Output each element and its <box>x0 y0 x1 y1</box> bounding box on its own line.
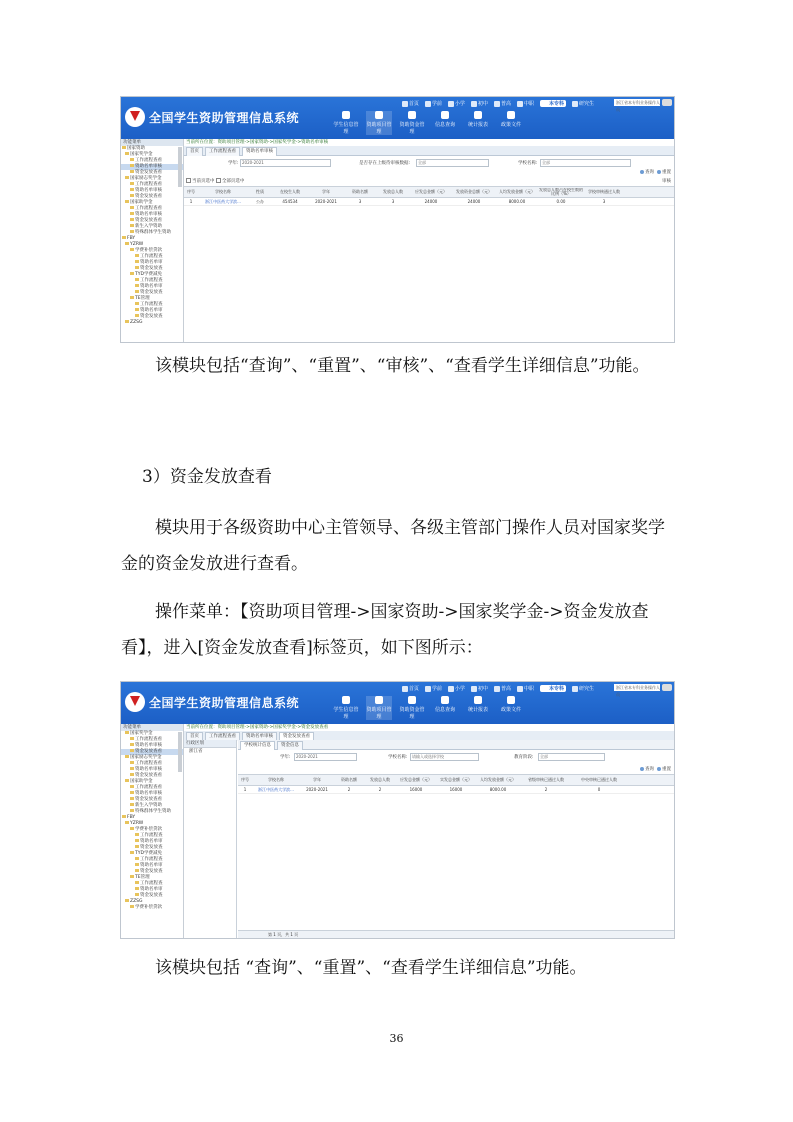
tree-node[interactable]: FBY <box>121 815 183 821</box>
col-header: 省级审核已通过人数 <box>528 777 564 782</box>
grid-header <box>184 186 674 198</box>
tree-node[interactable]: YZRW <box>121 821 183 827</box>
tree-node[interactable]: 国家奖学金 <box>121 731 183 737</box>
module-bar <box>333 696 524 720</box>
search-doc-icon <box>441 696 449 704</box>
function-menu-tree <box>121 724 184 938</box>
cell: 2020-2021 <box>306 787 328 792</box>
section-heading: 3）资金发放查看 <box>142 467 272 487</box>
senior-icon <box>494 101 500 107</box>
province-select[interactable]: 浙江省本专科业务操作人员 <box>616 685 660 697</box>
briefcase-icon <box>375 696 383 704</box>
filter-buttons <box>640 766 671 772</box>
tree-node[interactable]: 新生入学资助 <box>121 803 183 809</box>
tree-node[interactable]: 工作流程查看 <box>121 206 183 212</box>
nav-graduate[interactable]: 研究生 <box>572 685 594 692</box>
page-number: 36 <box>389 1032 404 1045</box>
nav-junior[interactable]: 初中 <box>471 100 488 107</box>
tree-node[interactable]: 工作流程查看 <box>121 182 183 188</box>
nav-preschool[interactable]: 学前 <box>425 100 442 107</box>
tab-school-stats[interactable]: 学校统计信息 <box>240 741 275 750</box>
region-node-zhejiang[interactable]: 浙江省 <box>189 749 203 754</box>
main-panel <box>184 724 674 938</box>
col-header: 实发总金额（元） <box>440 777 472 782</box>
tree-node[interactable]: 资助名单审核 <box>121 188 183 194</box>
tree-node[interactable]: 工作流程查 <box>121 833 183 839</box>
col-header: 发放资金总额（元） <box>456 189 492 194</box>
col-header: 发放总人数 <box>383 189 403 194</box>
tree-node[interactable]: YZRW <box>121 242 183 248</box>
graduate-icon <box>572 686 578 692</box>
query-button[interactable]: 查询 <box>640 169 654 175</box>
tree-node[interactable]: 工作流程查看 <box>121 737 183 743</box>
paragraph-1: 该模块包括“查询”、“重置”、“审核”、“查看学生详细信息”功能。 <box>155 356 650 376</box>
tree-node[interactable]: 国家助学金 <box>121 779 183 785</box>
col-header: 人均发放金额（元） <box>480 777 516 782</box>
senior-icon <box>494 686 500 692</box>
table-row[interactable] <box>238 786 674 794</box>
region-header: 行政区划 <box>184 740 236 748</box>
cell: 1 <box>189 199 193 204</box>
tree-node[interactable]: 资助名单审核 <box>121 743 183 749</box>
junior-icon <box>471 686 477 692</box>
stage-label: 教育阶段: <box>514 755 534 760</box>
tab-home[interactable]: 首页 <box>186 147 203 156</box>
cell: 2 <box>347 787 351 792</box>
tree-node[interactable]: 工作流程查看 <box>121 761 183 767</box>
tree-node[interactable]: 学费补偿贷款 <box>121 905 183 911</box>
col-header: 序号 <box>187 189 195 194</box>
tree-node[interactable]: 国家励志奖学金 <box>121 755 183 761</box>
graduate-icon <box>572 101 578 107</box>
cell: 2 <box>378 787 382 792</box>
module-policy[interactable]: 政策文件 <box>498 696 524 720</box>
tab-review[interactable]: 资助名单审核 <box>242 147 277 156</box>
tree-node[interactable]: TYD学费减免 <box>121 272 183 278</box>
cell: 3 <box>358 199 362 204</box>
school-label: 学校名称: <box>518 161 538 166</box>
filter-buttons <box>640 169 671 175</box>
col-header: 发放总人数占在校生数的比例（%） <box>539 188 583 196</box>
year-select[interactable]: 2020-2021 <box>240 159 331 167</box>
graduation-cap-icon <box>542 686 548 692</box>
tree-node[interactable]: FBY <box>121 236 183 242</box>
tree-node[interactable]: 资助名单审核 <box>121 767 183 773</box>
nav-graduate[interactable]: 研究生 <box>572 100 594 107</box>
vocational-icon <box>517 686 523 692</box>
col-header: 应发总金额（元） <box>415 189 447 194</box>
module-fund-mgmt[interactable]: 资助资金管理 <box>399 696 425 720</box>
tree-node[interactable]: 资助名单审核 <box>121 212 183 218</box>
tree-node[interactable]: 资金发放查 <box>121 845 183 851</box>
tree-header: 功能菜单 <box>121 724 183 731</box>
tree-node[interactable]: 资金发放查看 <box>121 773 183 779</box>
col-header: 应发总金额（元） <box>400 777 432 782</box>
tree-node[interactable]: 工作流程查看 <box>121 158 183 164</box>
tree-node[interactable]: 工作流程查 <box>121 857 183 863</box>
school-link[interactable]: 浙江中医药大学滨... <box>258 786 294 792</box>
col-header: 学年 <box>322 189 330 194</box>
app-banner <box>121 97 674 139</box>
preschool-icon <box>425 686 431 692</box>
primary-icon <box>448 686 454 692</box>
module-student-info[interactable]: 学生信息管理 <box>333 111 359 135</box>
tree-node[interactable]: 资助名单审 <box>121 863 183 869</box>
cell: 24000 <box>424 199 438 204</box>
reset-button[interactable]: 重置 <box>657 169 671 175</box>
nav-undergrad[interactable]: 本专科 <box>540 100 566 107</box>
module-project-mgmt[interactable]: 资助项目管理 <box>366 111 392 135</box>
tree-node[interactable]: 国家励志奖学金 <box>121 176 183 182</box>
cell: 2020-2021 <box>315 199 337 204</box>
nav-senior[interactable]: 普高 <box>494 685 511 692</box>
system-title: 全国学生资助管理信息系统 <box>149 696 300 710</box>
tree-node[interactable]: 资助名单审 <box>121 308 183 314</box>
system-title: 全国学生资助管理信息系统 <box>149 111 300 125</box>
tree-node[interactable]: 资金发放查 <box>121 869 183 875</box>
col-header: 资助名额 <box>352 189 368 194</box>
col-header: 性质 <box>256 189 264 194</box>
fund-pane <box>238 740 674 938</box>
nav-vocational[interactable]: 中职 <box>517 685 534 692</box>
tree-node[interactable]: 资金发放查 <box>121 266 183 272</box>
cell: 16000 <box>409 787 423 792</box>
tree-node[interactable]: TE管理 <box>121 296 183 302</box>
search-doc-icon <box>441 111 449 119</box>
tree-node[interactable]: 资金发放查看 <box>121 797 183 803</box>
region-tree <box>184 740 237 938</box>
grid-header <box>238 774 674 786</box>
nav-primary[interactable]: 小学 <box>448 100 465 107</box>
tree-node[interactable]: 工作流程查 <box>121 302 183 308</box>
briefcase-icon <box>375 111 383 119</box>
top-nav <box>402 685 594 692</box>
cell: 公办 <box>256 198 264 204</box>
tree-node[interactable]: 资金发放查 <box>121 314 183 320</box>
tree-node[interactable]: 特殊群体学生资助 <box>121 809 183 815</box>
col-header: 学校审核通过人数 <box>588 189 620 194</box>
nav-home[interactable]: 首页 <box>402 100 419 107</box>
module-bar <box>333 111 524 135</box>
home-icon <box>402 101 408 107</box>
tree-node-selected[interactable]: 资助名单审核 <box>121 164 183 170</box>
cell: 24000 <box>467 199 481 204</box>
cell: 0 <box>597 787 601 792</box>
users-icon <box>342 111 350 119</box>
tree-node[interactable]: 资金发放查看 <box>121 218 183 224</box>
col-header: 在校生人数 <box>280 189 300 194</box>
tab-workflow[interactable]: 工作流程查看 <box>205 147 240 156</box>
graduation-cap-icon <box>542 101 548 107</box>
tree-node[interactable]: 资金发放查看 <box>121 170 183 176</box>
tree-node[interactable]: ZZSG <box>121 899 183 905</box>
tree-header: 功能菜单 <box>121 139 183 146</box>
tree-node[interactable]: 资助名单审 <box>121 887 183 893</box>
tree-node[interactable]: TYD学费减免 <box>121 851 183 857</box>
cell: 3 <box>602 199 606 204</box>
tab-bar <box>184 146 674 156</box>
function-menu-tree <box>121 139 184 342</box>
school-input[interactable]: 请输入或选择学校 <box>410 753 479 761</box>
col-header: 资助名额 <box>341 777 357 782</box>
main-panel <box>184 139 674 342</box>
selection-options <box>184 178 674 186</box>
nav-senior[interactable]: 普高 <box>494 100 511 107</box>
tree-node[interactable]: 资金发放查看 <box>121 194 183 200</box>
nav-junior[interactable]: 初中 <box>471 685 488 692</box>
school-select[interactable]: 全部 <box>540 159 631 167</box>
nav-primary[interactable]: 小学 <box>448 685 465 692</box>
tree-node[interactable]: 资金发放查 <box>121 290 183 296</box>
cell: 8000.00 <box>508 199 526 204</box>
inner-tab-bar <box>238 740 674 750</box>
tree-node[interactable]: 国家资助 <box>121 146 183 152</box>
col-header: 学年 <box>313 777 321 782</box>
table-row[interactable] <box>184 198 674 206</box>
tab-fund-view[interactable]: 资金发放查看 <box>279 732 314 741</box>
paragraph-2: 模块用于各级资助中心主管领导、各级主管部门操作人员对国家奖学金的资金发放进行查看。 <box>121 518 665 574</box>
cell: 0.00 <box>556 199 566 204</box>
vocational-icon <box>517 101 523 107</box>
review-button[interactable]: 审核 <box>662 179 671 184</box>
logo-icon <box>125 692 145 712</box>
cell: 2 <box>544 787 548 792</box>
report-select[interactable]: 全部 <box>416 159 489 167</box>
tab-workflow[interactable]: 工作流程查看 <box>205 732 240 741</box>
document-icon <box>507 111 515 119</box>
col-header: 序号 <box>241 777 249 782</box>
tree-node-selected[interactable]: 资金发放查看 <box>121 749 183 755</box>
module-reports[interactable]: 统计报表 <box>465 696 491 720</box>
cell: 8000.00 <box>489 787 507 792</box>
tree-node[interactable]: 资助名单审 <box>121 284 183 290</box>
tree-node[interactable]: TE管理 <box>121 875 183 881</box>
tree-node[interactable]: 学费补偿贷款 <box>121 248 183 254</box>
pager[interactable]: 第 1 页，共 1 页 <box>238 930 674 938</box>
tree-node[interactable]: 资助名单审核 <box>121 791 183 797</box>
tab-fund-info[interactable]: 资金信息 <box>277 741 303 750</box>
tree-node[interactable]: 工作流程查 <box>121 881 183 887</box>
col-header: 学校名称 <box>268 777 284 782</box>
tree-node[interactable]: 工作流程查 <box>121 254 183 260</box>
module-info-query[interactable]: 信息查询 <box>432 111 458 135</box>
top-nav <box>402 100 594 107</box>
logo-icon <box>125 107 145 127</box>
tree-node[interactable]: 资助名单审 <box>121 839 183 845</box>
screenshot-fund-view <box>120 681 675 939</box>
module-fund-mgmt[interactable]: 资助资金管理 <box>399 111 425 135</box>
cell: 454534 <box>282 199 298 204</box>
document-icon <box>507 696 515 704</box>
tree-scrollbar[interactable] <box>178 147 182 187</box>
tree-node[interactable]: 工作流程查 <box>121 278 183 284</box>
exit-button[interactable] <box>662 684 672 691</box>
province-select[interactable]: 浙江省本专科业务操作人员 <box>616 100 660 112</box>
tree-node[interactable]: ZZSG <box>121 320 183 326</box>
preschool-icon <box>425 101 431 107</box>
tree-node[interactable]: 资金发放查 <box>121 893 183 899</box>
tree-node[interactable]: 国家助学金 <box>121 200 183 206</box>
tab-home[interactable]: 首页 <box>186 732 203 741</box>
tree-node[interactable]: 新生入学资助 <box>121 224 183 230</box>
breadcrumb: 当前所在位置：资助项目管理->国家资助->国家奖学金->资助名单审核 <box>186 140 329 145</box>
money-icon <box>408 111 416 119</box>
exit-button[interactable] <box>662 99 672 106</box>
home-icon <box>402 686 408 692</box>
cell: 1 <box>243 787 247 792</box>
stage-select[interactable]: 全部 <box>538 753 605 761</box>
tab-review[interactable]: 资助名单审核 <box>242 732 277 741</box>
breadcrumb: 当前所在位置：资助项目管理->国家资助->国家奖学金->资金发放查看 <box>186 725 329 730</box>
col-header: 学校名称 <box>215 189 231 194</box>
module-project-mgmt[interactable]: 资助项目管理 <box>366 696 392 720</box>
tree-scrollbar[interactable] <box>178 732 182 772</box>
all-pages-check[interactable]: 全部页选中 <box>216 179 245 184</box>
tree-node[interactable]: 资助名单审 <box>121 260 183 266</box>
tree-node[interactable]: 特殊群体学生资助 <box>121 230 183 236</box>
users-icon <box>342 696 350 704</box>
query-button[interactable]: 查询 <box>640 766 654 772</box>
nav-vocational[interactable]: 中职 <box>517 100 534 107</box>
app-banner <box>121 682 674 724</box>
module-policy[interactable]: 政策文件 <box>498 111 524 135</box>
col-header: 人均发放金额（元） <box>499 189 535 194</box>
report-label: 是否存在上级待审核数据: <box>359 161 411 166</box>
tree-node[interactable]: 国家奖学金 <box>121 152 183 158</box>
money-icon <box>408 696 416 704</box>
school-label: 学校名称: <box>388 755 408 760</box>
paragraph-4: 该模块包括 “查询”、“重置”、“查看学生详细信息”功能。 <box>155 958 587 978</box>
year-select[interactable]: 2020-2021 <box>294 753 357 761</box>
year-label: 学年: <box>228 161 239 166</box>
screenshot-review-list <box>120 96 675 343</box>
nav-home[interactable]: 首页 <box>402 685 419 692</box>
module-reports[interactable]: 统计报表 <box>465 111 491 135</box>
module-student-info[interactable]: 学生信息管理 <box>333 696 359 720</box>
pie-chart-icon <box>474 696 482 704</box>
tree-node[interactable]: 学费补偿贷款 <box>121 827 183 833</box>
paragraph-3: 操作菜单：【资助项目管理->国家资助->国家奖学金->资金发放查看】，进入[资金发放查看]标签页，如下图所示： <box>121 602 649 658</box>
year-label: 学年: <box>280 755 291 760</box>
col-header: 中央审核已通过人数 <box>581 777 617 782</box>
junior-icon <box>471 101 477 107</box>
pie-chart-icon <box>474 111 482 119</box>
nav-undergrad[interactable]: 本专科 <box>540 685 566 692</box>
reset-button[interactable]: 重置 <box>657 766 671 772</box>
filter-bar <box>238 750 674 772</box>
cell: 3 <box>391 199 395 204</box>
school-link[interactable]: 浙江中医药大学滨... <box>205 198 241 204</box>
filter-bar <box>184 156 674 175</box>
cell: 16000 <box>449 787 463 792</box>
tree-node[interactable]: 工作流程查看 <box>121 785 183 791</box>
module-info-query[interactable]: 信息查询 <box>432 696 458 720</box>
nav-preschool[interactable]: 学前 <box>425 685 442 692</box>
current-page-check[interactable]: 当前页选中 <box>186 179 215 184</box>
primary-icon <box>448 101 454 107</box>
col-header: 发放总人数 <box>370 777 390 782</box>
